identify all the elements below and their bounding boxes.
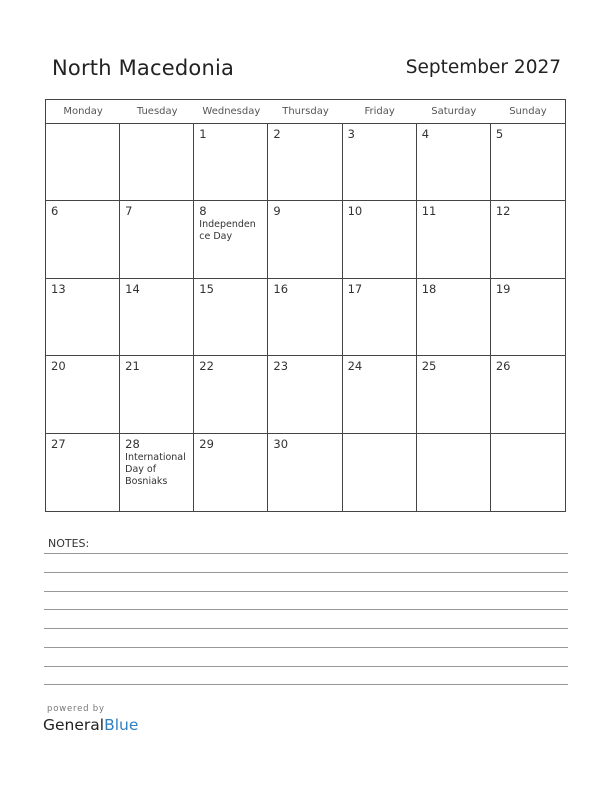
note-line (44, 553, 568, 554)
day-number: 26 (495, 359, 511, 374)
day-cell[interactable] (120, 434, 194, 511)
day-number: 1 (199, 127, 207, 141)
note-line (44, 684, 568, 685)
day-cell[interactable] (120, 356, 194, 433)
day-cell[interactable] (46, 356, 120, 433)
note-line (44, 609, 568, 610)
day-cell[interactable] (343, 434, 417, 511)
day-cell[interactable] (343, 201, 417, 278)
day-number: 16 (273, 281, 289, 296)
day-number: 23 (273, 359, 289, 374)
day-number: 18 (421, 281, 437, 296)
day-number: 20 (51, 359, 66, 374)
day-cell[interactable] (194, 201, 268, 278)
day-cell[interactable] (417, 434, 491, 511)
day-cell[interactable] (194, 124, 268, 201)
holiday-event: Independen ce Day (199, 219, 256, 243)
day-number: 29 (199, 436, 214, 451)
day-number: 13 (51, 281, 66, 296)
day-cell[interactable] (343, 124, 417, 201)
brand-name-part2: Blue (104, 716, 139, 734)
note-line (44, 666, 568, 667)
day-number: 4 (421, 127, 430, 141)
weekday-header: Friday (343, 100, 417, 124)
day-number: 7 (125, 204, 133, 219)
month-year-label: September 2027 (405, 57, 561, 78)
weekday-header: Monday (46, 100, 120, 124)
day-cell[interactable] (194, 279, 268, 356)
day-cell[interactable] (491, 279, 565, 356)
day-cell[interactable] (417, 201, 491, 278)
day-number: 10 (347, 204, 363, 219)
day-number: 11 (421, 204, 437, 219)
day-cell[interactable] (120, 124, 194, 201)
brand-logo[interactable] (43, 716, 138, 734)
brand-name-part1: General (43, 716, 105, 734)
day-cell[interactable] (268, 356, 342, 433)
day-number: 27 (51, 436, 66, 451)
note-line (44, 572, 568, 573)
day-cell[interactable] (46, 279, 120, 356)
day-number: 15 (199, 281, 214, 296)
day-number: 19 (495, 281, 511, 296)
day-number: 8 (199, 204, 207, 219)
day-cell[interactable] (343, 279, 417, 356)
day-number: 3 (347, 127, 355, 141)
day-number: 21 (125, 359, 140, 374)
weekday-header: Sunday (491, 100, 565, 124)
day-number: 12 (495, 204, 511, 219)
weekday-header: Saturday (417, 100, 491, 124)
day-number: 2 (273, 127, 281, 141)
day-cell[interactable] (417, 124, 491, 201)
weekday-header: Wednesday (194, 100, 268, 124)
day-number: 28 (125, 436, 140, 451)
day-cell[interactable] (46, 201, 120, 278)
day-number: 22 (199, 359, 214, 374)
day-cell[interactable] (268, 201, 342, 278)
day-cell[interactable] (268, 124, 342, 201)
calendar-grid (45, 99, 566, 512)
day-number: 9 (273, 204, 281, 219)
day-cell[interactable] (491, 124, 565, 201)
day-number: 6 (51, 204, 59, 219)
day-cell[interactable] (491, 201, 565, 278)
holiday-event: International Day of Bosniaks (125, 451, 186, 487)
day-cell[interactable] (343, 356, 417, 433)
day-cell[interactable] (268, 434, 342, 511)
weekday-header: Thursday (268, 100, 342, 124)
day-number: 5 (495, 127, 504, 141)
day-number: 24 (347, 359, 363, 374)
weekday-header: Tuesday (120, 100, 194, 124)
day-cell[interactable] (120, 201, 194, 278)
day-cell[interactable] (491, 356, 565, 433)
note-line (44, 647, 568, 648)
day-cell[interactable] (268, 279, 342, 356)
day-cell[interactable] (194, 434, 268, 511)
day-number: 14 (125, 281, 140, 296)
day-cell[interactable] (120, 279, 194, 356)
day-number: 17 (347, 281, 363, 296)
day-number: 25 (421, 359, 437, 374)
day-number: 30 (273, 436, 289, 451)
note-line (44, 591, 568, 592)
page-title: North Macedonia (52, 56, 235, 80)
day-cell[interactable] (417, 279, 491, 356)
notes-label: NOTES: (48, 537, 90, 550)
day-cell[interactable] (46, 434, 120, 511)
day-cell[interactable] (491, 434, 565, 511)
note-line (44, 628, 568, 629)
powered-by-text: powered by (47, 704, 105, 714)
day-cell[interactable] (194, 356, 268, 433)
day-cell[interactable] (46, 124, 120, 201)
day-cell[interactable] (417, 356, 491, 433)
